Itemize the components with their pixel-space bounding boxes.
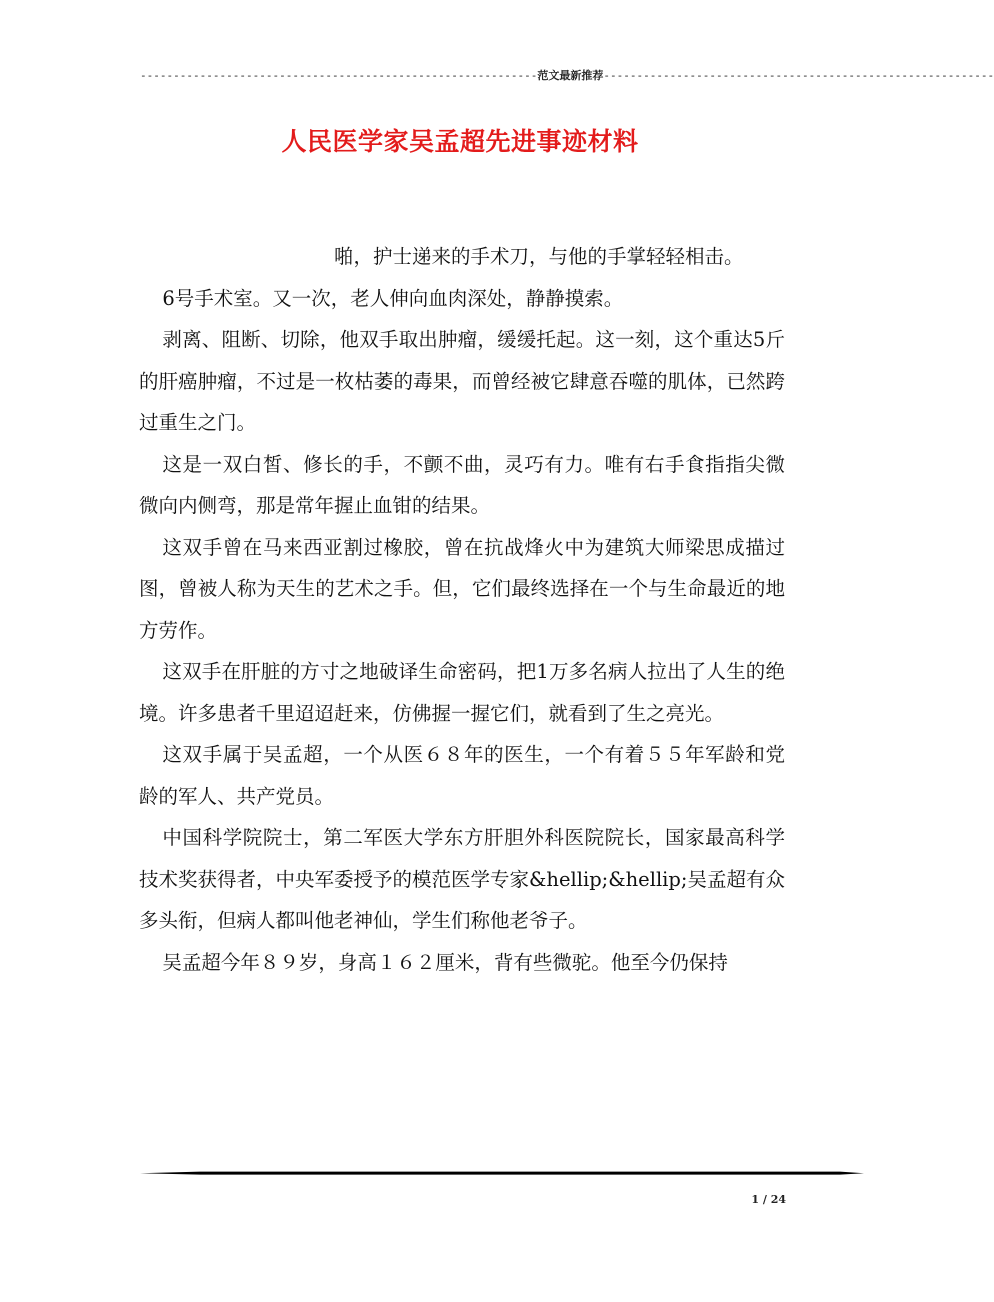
paragraph: 啪，护士递来的手术刀，与他的手掌轻轻相击。 [334, 245, 744, 268]
document-body [139, 236, 785, 983]
paragraph: 中国科学院院士，第二军医大学东方肝胆外科医院院长，国家最高科学技术奖获得者，中央军委授予的模范医学专家&hellip;&hellip;吴孟超有众多头衔，但病人都叫他老神仙，学生们称他老爷子。 [139, 826, 785, 932]
header-dashes-left: ------------------------------------------------------------ [140, 69, 538, 82]
paragraph: 这双手属于吴孟超，一个从医６８年的医生，一个有着５５年军龄和党龄的军人、共产党员。 [139, 743, 785, 808]
document-title: 人民医学家吴孟超先进事迹材料 [281, 127, 639, 156]
page-number: 1 / 24 [751, 1193, 786, 1206]
header-tag: 范文最新推荐 [537, 69, 604, 82]
paragraph: 这双手在肝脏的方寸之地破译生命密码，把1万多名病人拉出了人生的绝境。许多患者千里迢迢赶来，仿佛握一握它们，就看到了生之亮光。 [139, 660, 785, 725]
page-header [140, 68, 994, 84]
header-dashes-right: ----------------------------------------------------------- [603, 69, 994, 82]
paragraph: 吴孟超今年８９岁，身高１６２厘米，背有些微驼。他至今仍保持 [162, 950, 728, 974]
footer-divider [140, 1171, 864, 1175]
paragraph: 这是一双白皙、修长的手，不颤不曲，灵巧有力。唯有右手食指指尖微微向内侧弯，那是常年握止血钳的结果。 [139, 452, 785, 517]
paragraph: 这双手曾在马来西亚割过橡胶，曾在抗战烽火中为建筑大师梁思成描过图，曾被人称为天生的艺术之手。但，它们最终选择在一个与生命最近的地方劳作。 [139, 535, 785, 642]
paragraph: 剥离、阻断、切除，他双手取出肿瘤，缓缓托起。这一刻，这个重达5斤的肝癌肿瘤，不过是一枚枯萎的毒果，而曾经被它肆意吞噬的肌体，已然跨过重生之门。 [139, 328, 785, 434]
paragraph: 6号手术室。又一次，老人伸向血肉深处，静静摸索。 [162, 286, 624, 310]
